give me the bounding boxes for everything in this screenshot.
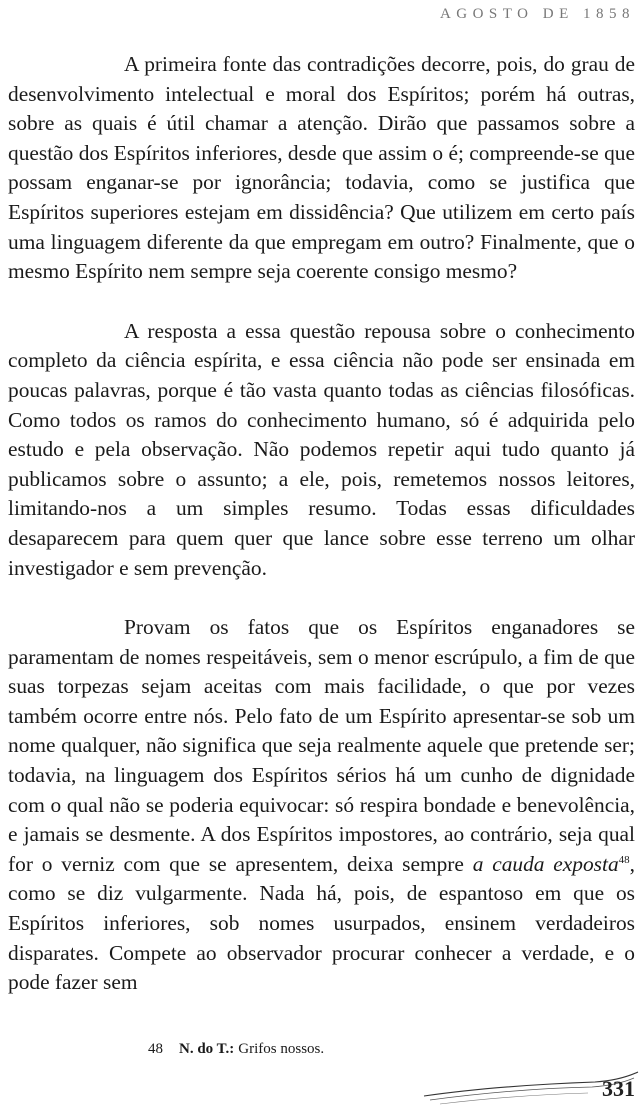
page-number: 331 — [602, 1076, 635, 1101]
paragraph-1: A primeira fonte das contradições decorre, pois, do grau de desenvolvimento intelectual e moral dos Espíritos; porém há outras, sobre as quais é útil chamar a atenção. Dirão que passamos sobre a questão dos Espíritos inferiores, desde que assim o é; compreende-se que possam enganar-se por ignorância; todavia, como se justifica que Espíritos superiores estejam em dissidência? Que utilizem em certo país uma linguagem diferente da que empregam em outro? Finalmente, que o mesmo Espírito nem sempre seja coerente consigo mesmo? — [8, 52, 635, 284]
footnote-label: N. do T.: — [179, 1041, 235, 1057]
paragraph-3-text-end: , como se diz vulgarmente. Nada há, pois, de espantoso em que os Espíritos inferiores, sob nomes usurpados, ensinem verdadeiros disparates. Compete ao observador procurar conhecer a verdade, e o pode fazer sem — [8, 851, 636, 995]
italic-phrase: a cauda exposta — [472, 851, 619, 876]
paragraph-2: A resposta a essa questão repousa sobre o conhecimento completo da ciência espírita, e essa ciência não pode ser ensinada em poucas palavras, porque é tão vasta quanto todas as ciências filosóficas. Como todos os ramos do conhecimento humano, só é adquirida pelo estudo e pela observação. Não podemos repetir aqui tudo quanto já publicamos sobre o assunto; a ele, pois, remetemos nossos leitores, limitando-nos a um simples resumo. Todas essas dificuldades desaparecem para quem quer que lance sobre esse terreno um olhar investigador e sem prevenção. — [8, 318, 635, 580]
footnote-text: Grifos nossos. — [238, 1041, 325, 1057]
footnote-number: 48 — [148, 1041, 163, 1057]
footnote — [148, 1041, 324, 1058]
paragraph-3-text-start: Provam os fatos que os Espíritos enganadores se paramentam de nomes respeitáveis, sem o menor escrúpulo, a fim de que suas torpezas sejam aceitas com mais facilidade, o que por vezes também ocorre entre nós. Pelo fato de um Espírito apresentar-se sob um nome qualquer, não significa que seja realmente aquele que pretende ser; todavia, na linguagem dos Espíritos sérios há um cunho de dignidade com o qual não se poderia equivocar: só respira bondade e benevolência, e jamais se desmente. A dos Espíritos impostores, ao contrário, seja qual for o verniz com que se apresentem, deixa sempre — [8, 615, 635, 876]
footnote-reference[interactable]: 48 — [618, 853, 630, 866]
running-head: AGOSTO DE 1858 — [439, 6, 635, 22]
paragraph-3 — [8, 613, 635, 998]
body-text — [8, 50, 635, 998]
